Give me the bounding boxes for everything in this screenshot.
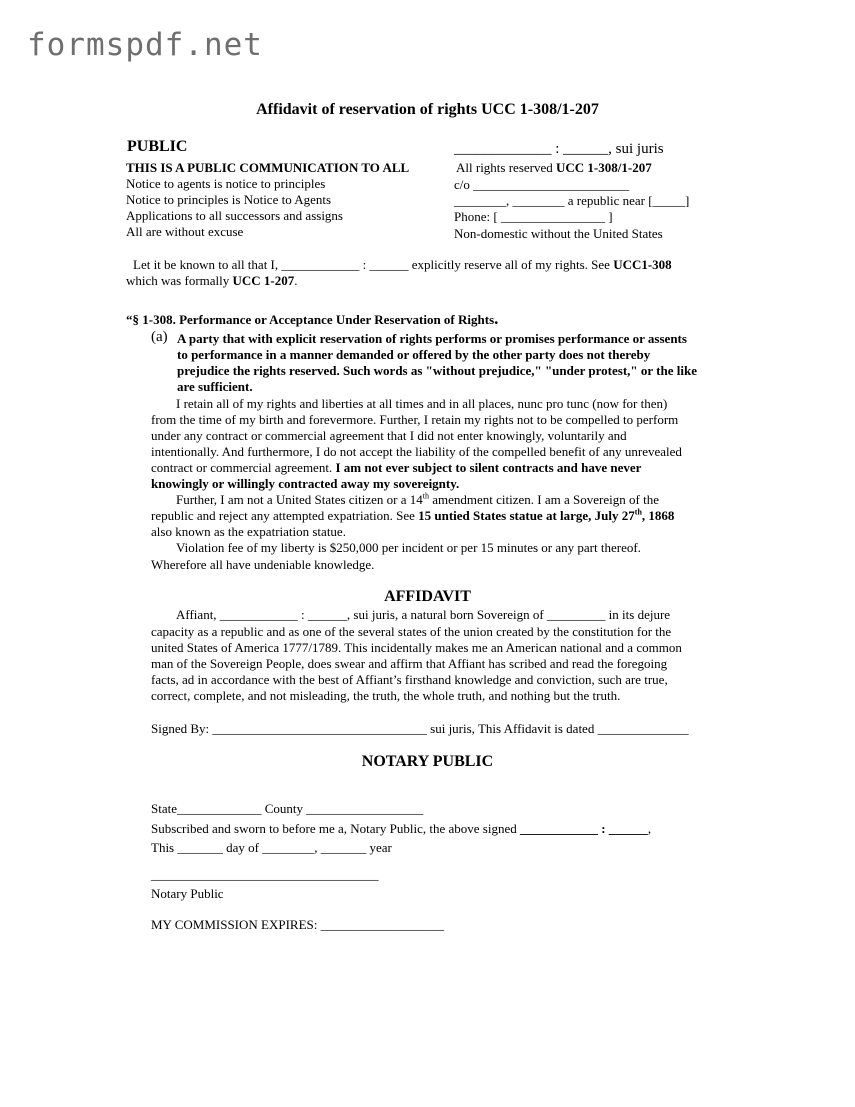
rights-reserved-line bbox=[456, 160, 652, 176]
body-p2-sup: th bbox=[422, 491, 430, 501]
section-open-quote: “ bbox=[126, 312, 133, 327]
republic-line: ________, ________ a republic near [_____] bbox=[454, 193, 690, 208]
section-heading bbox=[126, 311, 498, 328]
body-p2-statute-year: , 1868 bbox=[641, 508, 675, 523]
public-heading: PUBLIC bbox=[127, 138, 188, 155]
body-p3-line-2: Wherefore all have undeniable knowledge. bbox=[151, 557, 375, 572]
body-p1-contract-text: contract or commercial agreement. bbox=[151, 460, 336, 475]
subscribed-text: Subscribed and sworn to before me a, Notary Public, the above signed bbox=[151, 821, 520, 836]
body-p2-line-3: also known as the expatriation statue. bbox=[151, 524, 346, 539]
affidavit-line-2: capacity as a republic and as one of the several states of the union created by the constitution for the bbox=[151, 624, 672, 639]
body-p1-line-4: intentionally. And furthermore, I do not accept the liability of the compelled benefit of any unrevealed bbox=[151, 444, 682, 459]
subsection-a-line-4: are sufficient. bbox=[177, 379, 253, 394]
intro-line-1 bbox=[133, 257, 672, 273]
subsection-a-line-2: to performance in a manner demanded or offered by the other party does not thereby bbox=[177, 347, 651, 362]
notary-public-label: Notary Public bbox=[151, 886, 224, 901]
body-p2-citizen-text: Further, I am not a United States citizen or a 14 bbox=[176, 492, 423, 507]
state-county-line: State_____________ County __________________ bbox=[151, 801, 424, 816]
affidavit-line-6: correct, complete, and not misleading, the truth, the whole truth, and nothing but the truth. bbox=[151, 688, 621, 703]
subscribed-signer-blank: ____________ : ______ bbox=[519, 821, 648, 836]
body-p2-expatriation-text: republic and reject any attempted expatriation. See bbox=[151, 508, 419, 523]
subsection-a-line-1: A party that with explicit reservation of rights performs or promises performance or assents bbox=[177, 331, 687, 346]
section-heading-dot: . bbox=[494, 309, 499, 328]
body-p1-line-5 bbox=[151, 460, 641, 476]
body-p3-line-1: Violation fee of my liberty is $250,000 per incident or per 15 minutes or any part thereof. bbox=[176, 540, 641, 555]
body-p2-statute-sup: th bbox=[634, 507, 642, 517]
body-p1-line-6: knowingly or willingly contracted away my sovereignty. bbox=[151, 476, 460, 491]
public-communication-line: THIS IS A PUBLIC COMMUNICATION TO ALL bbox=[126, 160, 410, 175]
affidavit-heading: AFFIDAVIT bbox=[384, 588, 471, 605]
affidavit-line-3: united States of America 1777/1789. This incidentally makes me an American national and a common bbox=[151, 640, 682, 655]
intro-period: . bbox=[294, 273, 298, 288]
affidavit-line-5: facts, ad in accordance with the best of Affiant’s firsthand knowledge and conviction, such are true, bbox=[151, 672, 668, 687]
section-heading-text: § 1-308. Performance or Acceptance Under Reservation of Rights bbox=[132, 312, 495, 327]
signed-by-line: Signed By: _________________________________ sui juris, This Affidavit is dated ______________ bbox=[151, 721, 689, 736]
name-line: _____________ : ______, sui juris bbox=[454, 141, 664, 157]
intro-text: Let it be known to all that I, ____________ : ______ explicitly reserve all of my rights. See bbox=[133, 257, 614, 272]
notary-signature-line: ___________________________________ bbox=[151, 867, 379, 882]
body-p1-line-2: from the time of my birth and forevermore. Further, I retain my rights not to be compelled to perform bbox=[151, 412, 679, 427]
affidavit-line-1: Affiant, ____________ : ______, sui juris, a natural born Sovereign of _________ in its dejure bbox=[176, 607, 671, 622]
notice-agents-line: Notice to agents is notice to principles bbox=[126, 176, 326, 191]
body-p2-line-2 bbox=[151, 508, 674, 524]
notary-heading: NOTARY PUBLIC bbox=[361, 753, 494, 770]
rights-reserved-ucc: UCC 1-308/1-207 bbox=[556, 160, 652, 175]
intro-ucc-ref: UCC1-308 bbox=[613, 257, 672, 272]
body-p1-silent-contracts: I am not ever subject to silent contracts and have never bbox=[335, 460, 642, 475]
body-p2-line-1 bbox=[176, 492, 659, 508]
day-of-line: This _______ day of ________, _______ year bbox=[151, 840, 392, 855]
intro-formally-text: which was formally bbox=[126, 273, 233, 288]
non-domestic-line: Non-domestic without the United States bbox=[454, 226, 663, 241]
applications-line: Applications to all successors and assigns bbox=[126, 208, 343, 223]
rights-reserved-text: All rights reserved bbox=[456, 160, 557, 175]
without-excuse-line: All are without excuse bbox=[126, 224, 244, 239]
care-of-line: c/o ________________________ bbox=[454, 177, 630, 192]
body-p2-statute-ref: 15 untied States statue at large, July 27 bbox=[418, 508, 635, 523]
intro-formal-ucc: UCC 1-207 bbox=[232, 273, 295, 288]
body-p1-line-1: I retain all of my rights and liberties at all times and in all places, nunc pro tunc (now for then) bbox=[176, 396, 668, 411]
body-p2-sovereign-text: amendment citizen. I am a Sovereign of the bbox=[429, 492, 659, 507]
watermark-logo: formspdf.net bbox=[27, 27, 263, 63]
document-title: Affidavit of reservation of rights UCC 1-308/1-207 bbox=[256, 101, 599, 118]
body-p1-line-3: under any contract or commercial agreement that I did not enter knowingly, voluntarily and bbox=[151, 428, 627, 443]
intro-line-2 bbox=[126, 273, 298, 289]
phone-line: Phone: [ ________________ ] bbox=[454, 209, 613, 224]
notice-principles-line: Notice to principles is Notice to Agents bbox=[126, 192, 332, 207]
commission-expires-line: MY COMMISSION EXPIRES: ___________________ bbox=[151, 917, 445, 932]
subscribed-line bbox=[151, 821, 651, 837]
subsection-a-line-3: prejudice the rights reserved. Such words as "without prejudice," "under protest," or the like bbox=[177, 363, 697, 378]
subscribed-comma: , bbox=[647, 821, 652, 836]
affidavit-line-4: man of the Sovereign People, does swear and affirm that Affiant has scribed and read the foregoing bbox=[151, 656, 668, 671]
subsection-a-label: (a) bbox=[151, 329, 168, 345]
